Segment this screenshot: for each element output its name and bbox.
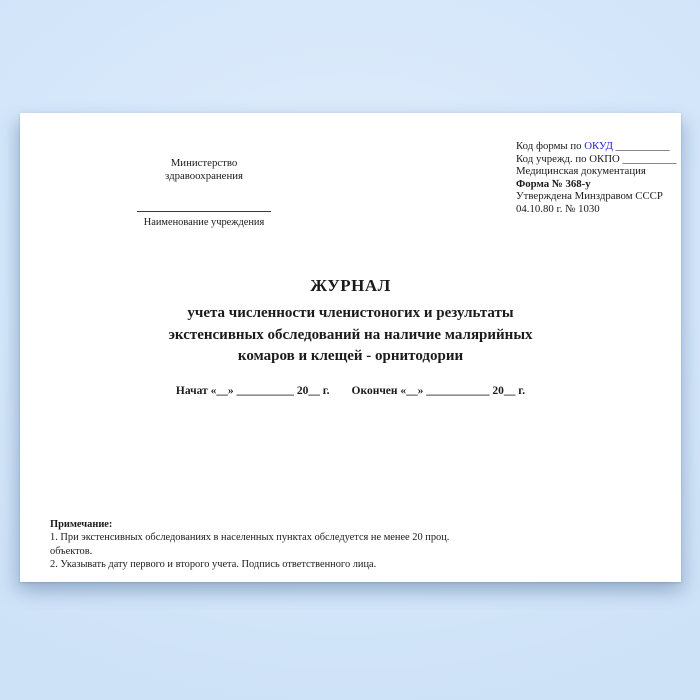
note-item-1: 1. При экстенсивных обследованиях в населенных пунктах обследуется не менее 20 проц. объектов. <box>50 532 450 557</box>
okud-prefix: Код формы по <box>516 140 585 152</box>
approved-line: Утверждена Минздравом СССР <box>516 190 663 203</box>
okud-link[interactable]: ОКУД <box>584 140 613 152</box>
dates-row <box>20 385 681 397</box>
institution-fill-line <box>137 183 271 212</box>
header-left <box>137 157 271 229</box>
med-doc-line: Медицинская документация <box>516 165 646 178</box>
form-number: Форма № 368-у <box>516 177 591 190</box>
notes-label: Примечание: <box>50 519 113 530</box>
okud-blank: __________ <box>612 140 670 152</box>
document-page <box>20 113 681 582</box>
journal-title-block <box>20 276 681 368</box>
finished-date-line: Окончен «__» ___________ 20__ г. <box>351 385 526 397</box>
started-date-line: Начат «__» __________ 20__ г. <box>175 385 330 397</box>
order-line: 04.10.80 г. № 1030 <box>516 202 600 215</box>
note-item-2: 2. Указывать дату первого и второго учета. Подпись ответственного лица. <box>50 558 377 570</box>
journal-subtitle-line-2: экстенсивных обследований на наличие малярийных <box>168 326 533 343</box>
notes-block <box>50 518 490 571</box>
okud-code-line <box>516 140 676 153</box>
okpo-code-line: Код учрежд. по ОКПО __________ <box>516 152 677 165</box>
header-right <box>516 140 676 216</box>
institution-caption: Наименование учреждения <box>143 217 265 228</box>
journal-heading: ЖУРНАЛ <box>310 276 391 295</box>
journal-subtitle-line-3: комаров и клещей - орнитодории <box>237 348 464 364</box>
ministry-label: Министерство здравоохранения <box>165 157 243 182</box>
journal-subtitle-line-1: учета численности членистоногих и результаты <box>187 305 514 321</box>
